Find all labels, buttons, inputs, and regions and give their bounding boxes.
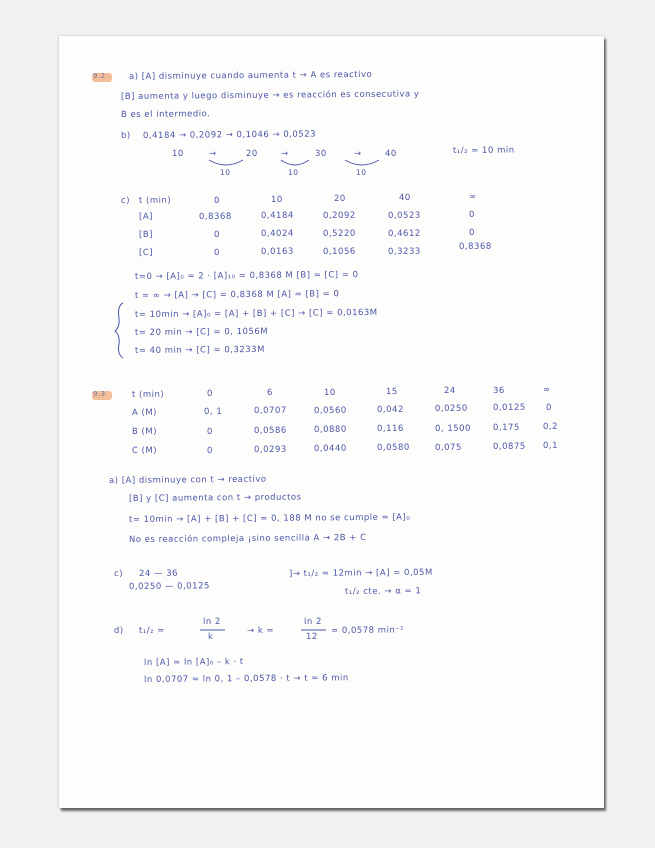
p1-table-header-3: 20 [333, 193, 346, 204]
p1-row-c-1: 0 [213, 247, 220, 258]
p2-row-a-2: 0,0707 [253, 405, 287, 416]
p2-d-k-value: = 0,0578 min⁻¹ [330, 625, 405, 636]
p1-b-values: 0,4184 → 0,2092 → 0,1046 → 0,0523 [142, 129, 317, 141]
p2-d-label: d) [113, 625, 124, 636]
p1-row-a-2: 0,4184 [260, 210, 294, 221]
p1-b-time-0: 10 [171, 148, 184, 159]
p1-row-b-4: 0,4612 [387, 228, 421, 239]
p1-c-label: c) [120, 195, 131, 206]
p2-table-header-1: 0 [206, 388, 213, 399]
p2-d-arrow-k: → k = [246, 625, 275, 636]
p2-row-b-1: 0 [206, 426, 213, 437]
p1-row-b-5: 0 [468, 227, 475, 238]
p2-d-line-2: ln [A] = ln [A]₀ – k · t [143, 657, 244, 668]
p2-c-note: t₁/₂ cte. → α = 1 [344, 586, 422, 597]
p2-d-ln2-den-2: 12 [305, 631, 318, 642]
p2-d-ln2-den: k [207, 631, 214, 642]
p1-b-arrow-1: → [280, 148, 289, 159]
p1-row-b-0: [B] [138, 229, 154, 240]
p1-eq-2: t = ∞ → [A] → [C] = 0,8368 M [A] = [B] = 0 [134, 289, 340, 301]
p1-row-c-3: 0,1056 [322, 246, 356, 257]
p2-row-a-7: 0 [545, 402, 552, 413]
p2-row-c-0: C (M) [131, 445, 158, 456]
p1-a-line-2: [B] aumenta y luego disminuye → es reacción es consecutiva y [120, 89, 420, 102]
p2-row-a-1: 0, 1 [203, 406, 223, 417]
p1-row-c-2: 0,0163 [260, 246, 294, 257]
p2-c-top: 24 — 36 [138, 568, 179, 579]
p2-d-half-life: t₁/₂ = [138, 625, 165, 636]
p1-row-b-2: 0,4024 [260, 228, 294, 239]
p2-row-a-6: 0,0125 [492, 402, 526, 413]
p2-table-header-0: t (min) [131, 389, 165, 400]
p1-table-header-5: ∞ [468, 191, 477, 202]
p1-table-header-2: 10 [270, 194, 283, 205]
p2-fraction-bars [59, 36, 604, 808]
p1-b-arrow-0: → [208, 148, 217, 159]
p2-table-header-3: 10 [323, 387, 336, 398]
p2-table-header-4: 15 [385, 386, 398, 397]
p1-b-step-0: 10 [219, 167, 231, 177]
p1-b-time-1: 20 [245, 148, 258, 159]
p2-row-c-6: 0,0875 [492, 441, 526, 452]
p2-a-line-1: a) [A] disminuye con t → reactivo [108, 474, 267, 486]
p2-d-ln2-num: ln 2 [202, 616, 221, 627]
p2-d-ln2-num-2: ln 2 [303, 616, 322, 627]
p2-c-bottom: 0,0250 — 0,0125 [128, 581, 210, 592]
paper-sheet [59, 36, 604, 808]
p1-row-a-5: 0 [468, 209, 475, 220]
p1-table-header-4: 40 [398, 192, 411, 203]
p2-row-c-5: 0,075 [434, 442, 462, 453]
p1-half-life: t₁/₂ = 10 min [452, 145, 515, 156]
p2-row-c-7: 0,1 [542, 440, 559, 451]
p1-row-c-5: 0,8368 [458, 241, 492, 252]
p2-c-result: ]→ t₁/₂ = 12min → [A] = 0,05M [288, 567, 433, 579]
problem-number: 9.2 [93, 72, 106, 80]
p1-row-c-4: 0,3233 [387, 246, 421, 257]
p2-row-b-0: B (M) [131, 426, 158, 437]
p2-row-c-2: 0,0293 [253, 444, 287, 455]
p1-table-header-1: 0 [213, 195, 220, 206]
p2-table-header-6: 36 [492, 385, 505, 396]
p2-row-b-3: 0,0880 [313, 424, 347, 435]
p2-row-b-5: 0, 1500 [434, 423, 471, 434]
p2-row-b-7: 0,2 [542, 421, 559, 432]
problem-number-2: 9.3 [93, 390, 106, 398]
p2-table-header-2: 6 [266, 387, 273, 398]
p2-row-a-5: 0,0250 [434, 403, 468, 414]
p1-eq-5: t= 40 min → [C] = 0,3233M [134, 344, 265, 356]
p2-d-line-3: ln 0,0707 = ln 0, 1 – 0,0578 · t → t = 6 min [143, 673, 349, 685]
p1-row-c-0: [C] [138, 247, 154, 258]
p1-b-arrow-2: → [353, 148, 362, 159]
p1-b-step-2: 10 [355, 167, 367, 177]
p2-table-header-7: ∞ [542, 384, 551, 395]
p2-row-a-0: A (M) [131, 407, 158, 418]
p1-row-b-3: 0,5220 [322, 228, 356, 239]
p1-table-header-0: t (min) [138, 195, 172, 206]
p2-row-c-3: 0,0440 [313, 443, 347, 454]
p1-row-a-0: [A] [138, 211, 153, 222]
p2-c-label: c) [113, 568, 124, 579]
p2-table-header-5: 24 [443, 385, 456, 396]
p2-row-b-4: 0,116 [376, 423, 404, 434]
p1-a-line-1: a) [A] disminuye cuando aumenta t → A es reactivo [128, 69, 373, 82]
p1-eq-4: t= 20 min → [C] = 0, 1056M [134, 326, 269, 338]
p2-row-b-6: 0,175 [492, 422, 520, 433]
p2-row-c-1: 0 [206, 445, 213, 456]
p2-row-c-4: 0,0580 [376, 442, 410, 453]
p1-b-label: b) [120, 130, 131, 141]
p1-b-step-1: 10 [287, 167, 299, 177]
p1-b-time-2: 30 [314, 148, 327, 159]
p1-eq-1: t=0 → [A]₀ = 2 · [A]₁₀ = 0,8368 M [B] = [C] = 0 [134, 270, 359, 282]
p1-row-a-3: 0,2092 [322, 210, 356, 221]
p1-a-line-3: B es el intermedio. [120, 109, 211, 120]
p2-row-a-4: 0,042 [376, 404, 404, 415]
p2-row-a-3: 0,0560 [313, 405, 347, 416]
p1-row-a-4: 0,0523 [387, 210, 421, 221]
p2-a-line-2: [B] y [C] aumenta con t → productos [128, 492, 302, 504]
p2-a-line-4: No es reacción compleja ¡sino sencilla A → 2B + C [128, 532, 367, 545]
p1-row-b-1: 0 [213, 229, 220, 240]
p1-row-a-1: 0,8368 [198, 211, 232, 222]
p1-eq-3: t= 10min → [A]₀ = [A] + [B] + [C] → [C] = 0,0163M [134, 307, 378, 320]
p1-b-time-3: 40 [384, 148, 397, 159]
p2-row-b-2: 0,0586 [253, 425, 287, 436]
p2-a-line-3: t= 10min → [A] + [B] + [C] = 0, 188 M no se cumple = [A]₀ [128, 512, 411, 525]
